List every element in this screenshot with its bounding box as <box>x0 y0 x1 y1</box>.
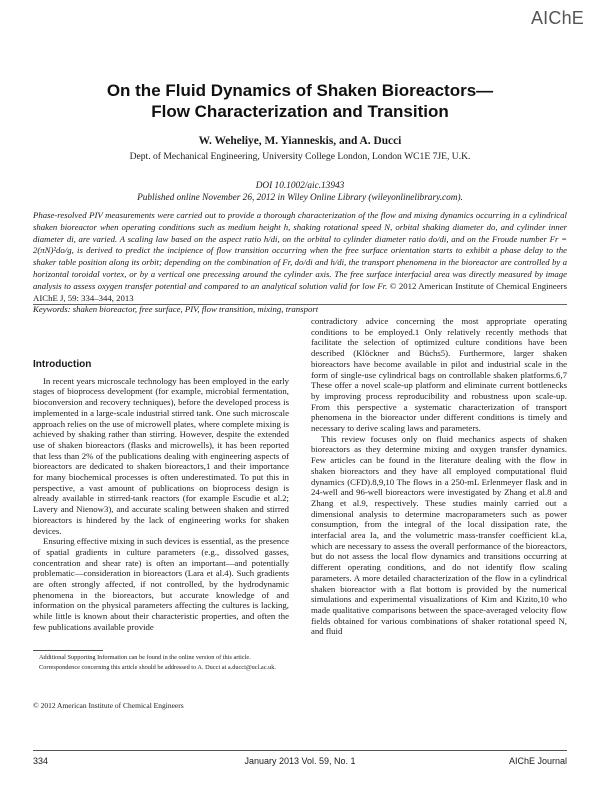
footnote-supporting-info: Additional Supporting Information can be found in the online version of this article. <box>39 654 251 661</box>
affiliation: Dept. of Mechanical Engineering, University College London, London WC1E 7JE, U.K. <box>129 151 471 162</box>
right-paragraph-2: This review focuses only on fluid mechanics aspects of shaken bioreactors as they determine mixing and oxygen transfer dynamics. Few articles can be found in the literature dealing with the flow in shaken bioreactors and they have all employed computational fluid dynamics (CFD).8,9,10 The flows in a 250-mL Erlenmeyer flask and in 24-well and 96-well bioreactors were investigated by Zhang et al.8 and Zhang et al.9, respectively. These studies mainly carried out a dimensional analysis to determine macroparameters such as power consumption, from the integral of the local dissipation rate, the interfacial area Ia, and the volumetric mass-transfer coefficient kLa, which are necessary to assess the overall performance of the bioreactors, but do not assess the local flow dynamics and transitions occurring at different operating conditions, and do not identify flow scaling parameters. A more detailed characterization of the flow in a cylindrical shaken bioreactor with a flat bottom is provided by the numerical simulations and experimental visualizations of Kim and Kizito,10 who made qualitative comparisons between the space-averaged velocity flow fields obtained for various combinations of shaker rotational speed N, and fluid <box>311 433 567 637</box>
doi: DOI 10.1002/aic.13943 <box>255 181 345 191</box>
left-paragraph-2: Ensuring effective mixing in such devices is essential, as the presence of spatial gradients in culture parameters (e.g., dissolved gasses, concentration and shear rate) is often an important—and potentially problematic—consideration in bioreactors (Lara et al.4). Such gradients are often strongly affected, if not controlled, by the hydrodynamic phenomena in the bioreactors, but accurate knowledge of and information on the physical parameters affecting the cultures is lacking, while little is known about their characteristic properties, and often the few publications available provide <box>33 536 289 632</box>
journal-tag: AIChE <box>530 8 584 28</box>
introduction-heading: Introduction <box>33 359 92 370</box>
footer-divider <box>33 750 567 751</box>
right-paragraph-1: contradictory advice concerning the most appropriate operating conditions to be employed.1 Only relatively recently methods that facilitate the selection of optimized culture conditions have been described (Klöckner and Büchs5). Furthermore, larger shaken bioreactors have become available in pilot and industrial scale in the form of single-use cylindrical bags on controllable shaken platforms.6,7 These offer a novel scale-up platform and eliminate current bottlenecks by improving process reproducibility and robustness upon scale-up. From this perspective a systematic characterization of transport phenomena in the bioreactor under different conditions is timely and necessary to derive scaling laws and parameters. <box>311 316 567 434</box>
left-column <box>33 360 289 633</box>
section-divider <box>33 304 567 305</box>
footnote-divider <box>33 650 103 651</box>
footnote-correspondence: Correspondence concerning this article should be addressed to A. Ducci at a.ducci@ucl.ac.uk. <box>39 664 276 671</box>
article-title <box>40 80 560 122</box>
issue-info: January 2013 Vol. 59, No. 1 <box>244 756 356 766</box>
journal-name: AIChE Journal <box>508 756 567 766</box>
left-paragraph-1: In recent years microscale technology has been employed in the early stages of bioprocess development (for example, microbial fermentation, bioconversion and recovery techniques), before the developed process is implemented in a large-scale industrial stirred tank. One such microscale approach relies on the use of microwell plates, where complete mixing is achieved by shaking rather than stirring. However, despite the extended use of shaken bioreactors (flasks and microwells), it has been reported that less than 2% of the publications dealing with engineering aspects of bioreactors are dedicated to shaken bioreactors,1 and their importance for many biochemical processes is often underestimated. To put this in perspective, a vast amount of publications on bioprocess design is already available in stirred-tank reactors (for example Escudie et al.2; Lavery and Nienow3), and accurate scaling between shaken and stirred bioreactors is hindered by the lack of engineering works for shaken devices. <box>33 375 289 536</box>
abstract-copyright: © 2012 American Institute of Chemical Engineers AIChE J, 59: 334–344, 2013 <box>33 280 567 303</box>
publication-info: Published online November 26, 2012 in Wiley Online Library (wileyonlinelibrary.com). <box>137 193 463 203</box>
abstract-text: Phase-resolved PIV measurements were carried out to provide a thorough characterization of the flow and mixing dynamics occurring in a cylindrical shaken bioreactor when operating conditions such as medium height h, shaking rotational speed N, orbital shaking diameter do, and cylinder inner diameter di, are varied. A scaling law based on the aspect ratio h/di, on the orbital to cylinder diameter ratio do/di, and on the Froude number Fr = 2(πN)²do/g, is derived to predict the incipience of flow transition occurring when the free surface orientation starts to exhibit a phase delay to the shaker table position along its orbit; depending on the combination of Fr, do/di and h/di, the transport phenomena in the bioreactor are controlled by a horizontal toroidal vortex, or by a vertical one precessing around the cylinder axis. The free surface interfacial area was directly measured by image analysis to assess oxygen transfer potential and compared to an analytical solution valid for low Fr. <box>33 210 567 291</box>
footnotes <box>33 654 289 674</box>
title-line-1: On the Fluid Dynamics of Shaken Bioreactors— <box>106 81 494 100</box>
page-number: 334 <box>33 756 49 766</box>
keywords: Keywords: shaken bioreactor, free surface, PIV, flow transition, mixing, transport <box>33 304 319 315</box>
title-line-2: Flow Characterization and Transition <box>151 102 449 121</box>
abstract <box>33 210 567 316</box>
copyright: © 2012 American Institute of Chemical Engineers <box>33 701 184 710</box>
authors: W. Weheliye, M. Yianneskis, and A. Ducci <box>198 135 402 147</box>
right-column <box>311 316 567 637</box>
